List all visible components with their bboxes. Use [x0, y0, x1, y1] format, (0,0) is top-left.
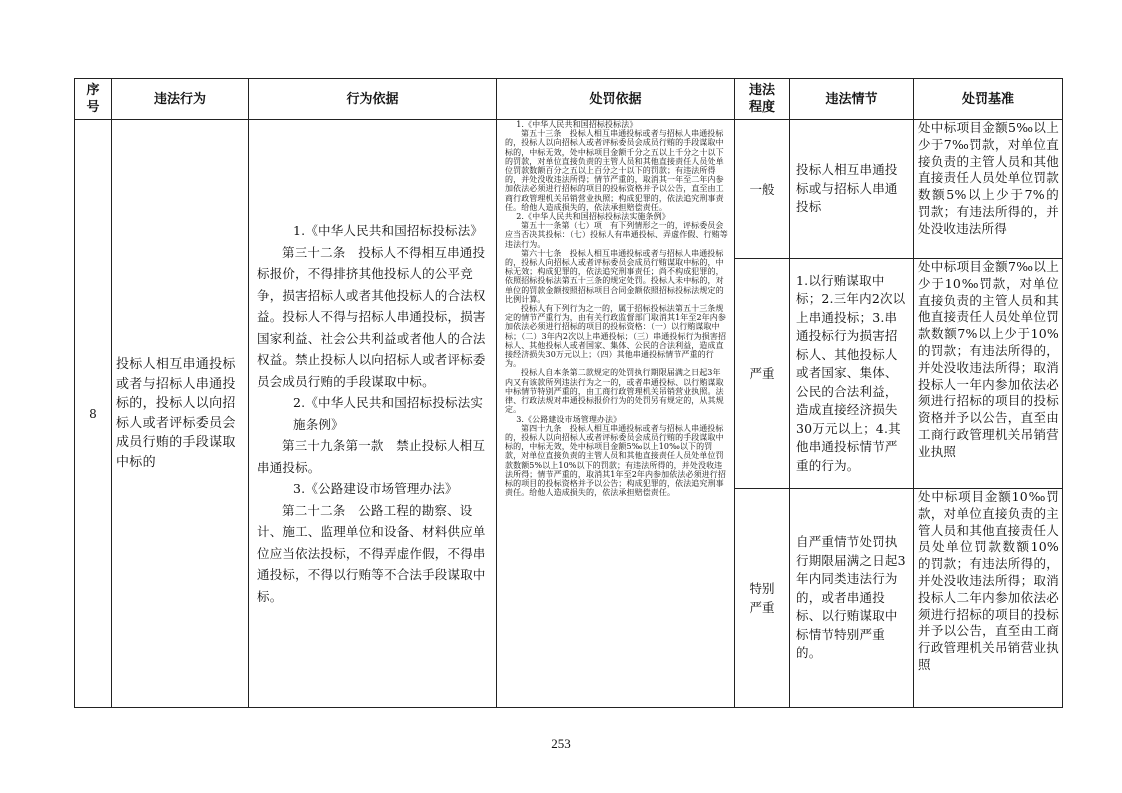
basis-article-3: 第二十二条 公路工程的勘察、设计、施工、监理单位和设备、材料供应单位应当依法投标，不得弄虚作假，不得串通投标，不得以行贿等不合法手段谋取中标。 [257, 502, 486, 604]
header-degree: 违法程度 [735, 79, 790, 120]
standard-serious: 处中标项目金额7‰以上少于10‰罚款，对单位直接负责的主管人员和其他直接责任人员处单位罚款数额7%以上少于10%的罚款；有违法所得的，并处没收违法所得；取消投标人一年内参加依法必须进行招标的项目的投标资格并予以公告，直至由工商行政管理机关吊销营业执照 [914, 259, 1063, 489]
penalty-article-3: 第六十七条 投标人相互串通投标或者与招标人串通投标的，投标人向招标人或者评标委员会成员行贿谋取中标的，中标无效；构成犯罪的，依法追究刑事责任；尚不构成犯罪的，依照招标投标法第五十三条的规定处罚。投标人未中标的，对单位的罚款金额按照招标项目合同金额依照招标投标法规定的比例计算。 [505, 248, 724, 304]
standard-general: 处中标项目金额5‰以上少于7‰罚款，对单位直接负责的主管人员和其他直接责任人员处单位罚款数额5%以上少于7%的罚款；有违法所得的，并处没收违法所得 [914, 120, 1063, 259]
penalty-standard-table [74, 78, 1063, 708]
degree-serious: 严重 [735, 259, 790, 489]
row-seq: 8 [75, 120, 112, 708]
basis-law-3: 3.《公路建设市场管理办法》 [293, 481, 458, 496]
penalty-law-2: 2.《中华人民共和国招标投标法实施条例》 [516, 212, 670, 222]
circumstance-general: 投标人相互串通投标或与招标人串通投标 [790, 120, 914, 259]
row-violation: 投标人相互串通投标或者与招标人串通投标的，投标人以向招标人或者评标委员会成员行贿的手段谋取中标的 [112, 120, 249, 708]
table-row [75, 120, 1063, 259]
row-penalty-basis [497, 120, 735, 708]
penalty-article-6: 第四十九条 投标人相互串通投标或者与招标人串通投标的，投标人以向招标人或者评标委员会成员行贿的手段谋取中标的，中标无效，处中标项目金额5‰以上10‰以下的罚款，对单位直接负责的主管人员和其他直接责任人员处单位罚款数额5%以上10%以下的罚款；有违法所得的，并处没收违法所得；情节严重的，取消其1年至2年内参加依法必须进行招标的项目的投标资格并予以公告；构成犯罪的，依法追究刑事责任。给他人造成损失的，依法承担赔偿责任。 [505, 423, 726, 498]
basis-article-2: 第三十九条第一款 禁止投标人相互串通投标。 [257, 438, 486, 475]
circumstance-serious: 1.以行贿谋取中标；2.三年内2次以上串通投标；3.串通投标行为损害招标人、其他投标人或者国家、集体、公民的合法利益，造成直接经济损失30万元以上；4.其他串通投标情节严重的行为。 [790, 259, 914, 489]
basis-law-1: 1.《中华人民共和国招标投标法》 [293, 223, 484, 238]
penalty-article-4: 投标人有下列行为之一的，属于招标投标法第五十三条规定的情节严重行为，由有关行政监督部门取消其1年至2年内参加依法必须进行招标的项目的投标资格：（一）以行贿谋取中标；（二）3年内2次以上串通投标；（三）串通投标行为损害招标人、其他投标人或者国家、集体、公民的合法利益，造成直接经济损失30万元以上；（四）其他串通投标情节严重的行为。 [505, 304, 727, 369]
penalty-law-1: 1.《中华人民共和国招标投标法》 [516, 120, 638, 129]
header-seq: 序号 [75, 79, 112, 120]
header-penalty-basis: 处罚依据 [497, 79, 735, 120]
penalty-article-5: 投标人自本条第二款规定的处罚执行期限届满之日起3年内又有该款所列违法行为之一的，或者串通投标、以行贿谋取中标情节特别严重的，由工商行政管理机关吊销营业执照。法律、行政法规对串通投标报价行为的处罚另有规定的，从其规定。 [505, 368, 724, 415]
penalty-article-2: 第五十一条第（七）项 有下列情形之一的，评标委员会应当否决其投标：（七）投标人有串通投标、弄虚作假、行贿等违法行为。 [505, 221, 728, 249]
header-row [75, 79, 1063, 120]
basis-law-2: 2.《中华人民共和国招标投标法实施条例》 [293, 395, 484, 432]
degree-general: 一般 [735, 120, 790, 259]
page-number: 253 [551, 736, 571, 751]
standard-very-serious: 处中标项目金额10‰罚款，对单位直接负责的主管人员和其他直接责任人员处单位罚款数额10%的罚款；有违法所得的，并处没收违法所得；取消投标人二年内参加依法必须进行招标的项目的投标并予以公告，直至由工商行政管理机关吊销营业执照 [914, 489, 1063, 708]
header-standard: 处罚基准 [914, 79, 1063, 120]
row-basis [249, 120, 497, 708]
penalty-article-1: 第五十三条 投标人相互串通投标或者与招标人串通投标的，投标人以向招标人或者评标委员会成员行贿的手段谋取中标的，中标无效，处中标项目金额千分之五以上千分之十以下的罚款，对单位直接负责的主管人员和其他直接责任人员处单位罚款数额百分之五以上百分之十以下的罚款；有违法所得的，并处没收违法所得；情节严重的，取消其一年至二年内参加依法必须进行招标的项目的投标资格并予以公告，直至由工商行政管理机关吊销营业执照；构成犯罪的，依法追究刑事责任。给他人造成损失的，依法承担赔偿责任。 [505, 129, 724, 212]
penalty-law-3: 3.《公路建设市场管理办法》 [516, 414, 622, 424]
degree-very-serious: 特别严重 [735, 489, 790, 708]
header-basis: 行为依据 [249, 79, 497, 120]
basis-article-1: 第三十二条 投标人不得相互串通投标报价，不得排挤其他投标人的公平竞争，损害招标人或者其他投标人的合法权益。投标人不得与招标人串通投标，损害国家利益、社会公共利益或者他人的合法权益。禁止投标人以向招标人或者评标委员会成员行贿的手段谋取中标。 [257, 244, 486, 389]
header-circumstance: 违法情节 [790, 79, 914, 120]
circumstance-very-serious: 自严重情节处罚执行期限届满之日起3年内同类违法行为的，或者串通投标、以行贿谋取中标情节特别严重的。 [790, 489, 914, 708]
header-violation: 违法行为 [112, 79, 249, 120]
